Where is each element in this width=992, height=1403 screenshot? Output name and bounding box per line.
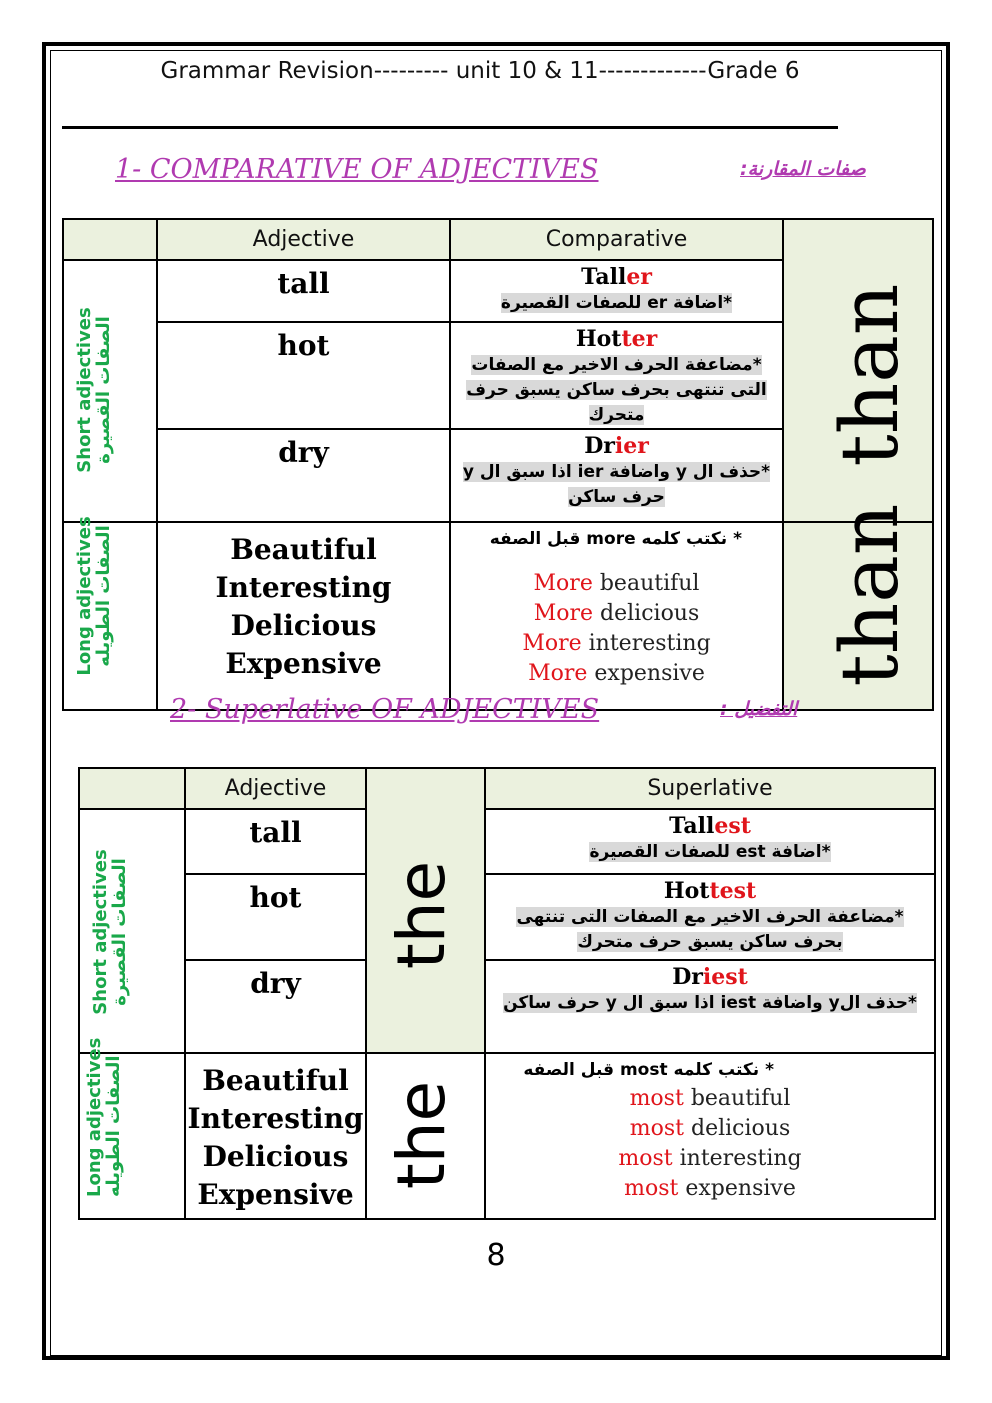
adjective-header: Adjective — [185, 768, 366, 809]
form-suffix: test — [709, 878, 757, 904]
page-header: Grammar Revision--------- unit 10 & 11-------------Grade 6 — [160, 58, 800, 84]
form-base: Hot — [663, 878, 710, 904]
long-adjective: Interesting — [215, 571, 392, 604]
long-form — [451, 629, 782, 659]
long-adjective: Interesting — [187, 1102, 364, 1135]
long-word: More — [522, 631, 582, 656]
long-word: most — [618, 1146, 673, 1171]
long-form-adj: expensive — [685, 1176, 796, 1201]
long-form — [486, 1174, 934, 1204]
long-rule-note: * نكتب كلمه most قبل الصفه — [523, 1060, 774, 1080]
long-adjectives-label: Long adjectives الصفات الطويله — [74, 516, 114, 676]
adjective-hot: hot — [157, 322, 450, 429]
form-base: Tall — [669, 813, 715, 839]
rule-note: *مضاعفة الحرف الاخير مع الصفات التى تنتهى بحرف ساكن يسبق حرف متحرك — [466, 355, 767, 425]
comparative-dry — [450, 429, 783, 522]
long-form-adj: expensive — [594, 661, 705, 686]
than-word-long: than — [823, 503, 916, 687]
comparative-header: Comparative — [450, 219, 783, 260]
form-suffix: ter — [621, 326, 658, 352]
long-adjective: Expensive — [197, 1178, 354, 1211]
comparative-table — [62, 218, 934, 711]
long-adjectives-cell — [185, 1053, 366, 1219]
adjective-header: Adjective — [157, 219, 450, 260]
form-suffix: er — [626, 264, 652, 290]
long-word: most — [624, 1176, 679, 1201]
long-form-adj: interesting — [588, 631, 711, 656]
form-suffix: est — [714, 813, 751, 839]
rule-note: *حذف ال y واضافة ier اذا سبق ال y حرف ساكن — [462, 462, 771, 507]
rule-note: *اضافة est للصفات القصيرة — [589, 842, 831, 862]
form-base: Hot — [575, 326, 622, 352]
adjective-tall: tall — [157, 260, 450, 322]
comparative-hot — [450, 322, 783, 429]
long-word: More — [528, 661, 588, 686]
long-word: most — [629, 1116, 684, 1141]
form-base: Tall — [581, 264, 627, 290]
short-adjectives-label: Short adjectives الصفات القصيرة — [74, 307, 114, 473]
section1-title: 1- COMPARATIVE OF ADJECTIVES — [115, 154, 599, 185]
long-form-adj: interesting — [679, 1146, 802, 1171]
the-word-long: the — [383, 1080, 460, 1190]
long-word: most — [629, 1086, 684, 1111]
long-word: More — [533, 571, 593, 596]
header-rule — [62, 126, 838, 129]
long-adjective: Beautiful — [202, 1064, 349, 1097]
section2-title-ar: التفضيل : — [720, 698, 798, 720]
superlative-table — [78, 767, 936, 1220]
section1-title-ar: صفات المقارنة: — [740, 158, 866, 180]
rule-note: *مضاعفة الحرف الاخير مع الصفات التى تنتهى بحرف ساكن يسبق حرف متحرك — [516, 907, 904, 952]
long-form-adj: beautiful — [690, 1086, 791, 1111]
long-form — [451, 659, 782, 689]
superlative-header: Superlative — [485, 768, 935, 809]
long-form-adj: delicious — [600, 601, 700, 626]
long-form — [451, 569, 782, 599]
form-base: Dr — [672, 964, 703, 990]
long-form-adj: beautiful — [599, 571, 700, 596]
adjective-tall: tall — [185, 809, 366, 874]
superlative-dry — [485, 960, 935, 1053]
long-word: More — [533, 601, 594, 626]
long-form — [486, 1084, 934, 1114]
form-base: Dr — [584, 433, 615, 459]
superlative-hot — [485, 874, 935, 960]
long-adjective: Delicious — [202, 1140, 349, 1173]
than-word-short: than — [823, 283, 916, 467]
section2-title: 2- Superlative OF ADJECTIVES — [170, 694, 600, 725]
rule-note: *حذف الy واضافة iest اذا سبق ال y حرف ساكن — [503, 993, 917, 1013]
superlative-tall — [485, 809, 935, 874]
long-superlative-cell — [485, 1053, 935, 1219]
adjective-dry: dry — [185, 960, 366, 1053]
long-comparative-cell — [450, 522, 783, 710]
form-suffix: iest — [702, 964, 748, 990]
rule-note: *اضافة er للصفات القصيرة — [500, 293, 733, 313]
header-corner — [79, 768, 185, 809]
long-adjectives-cell — [157, 522, 450, 710]
the-word-short: the — [383, 860, 460, 970]
adjective-dry: dry — [157, 429, 450, 522]
long-rule-note: * نكتب كلمه more قبل الصفه — [489, 529, 742, 549]
long-adjective: Delicious — [230, 609, 377, 642]
long-form — [451, 599, 782, 629]
long-form — [486, 1144, 934, 1174]
header-corner — [63, 219, 157, 260]
long-form-adj: delicious — [691, 1116, 791, 1141]
comparative-tall — [450, 260, 783, 322]
form-suffix: ier — [614, 433, 649, 459]
page-number: 8 — [486, 1238, 506, 1273]
long-form — [486, 1114, 934, 1144]
long-adjective: Expensive — [225, 647, 382, 680]
long-adjectives-label: Long adjectives الصفات الطويله — [84, 1037, 124, 1197]
short-adjectives-label: Short adjectives الصفات القصيرة — [90, 849, 130, 1015]
long-adjective: Beautiful — [230, 533, 377, 566]
adjective-hot: hot — [185, 874, 366, 960]
